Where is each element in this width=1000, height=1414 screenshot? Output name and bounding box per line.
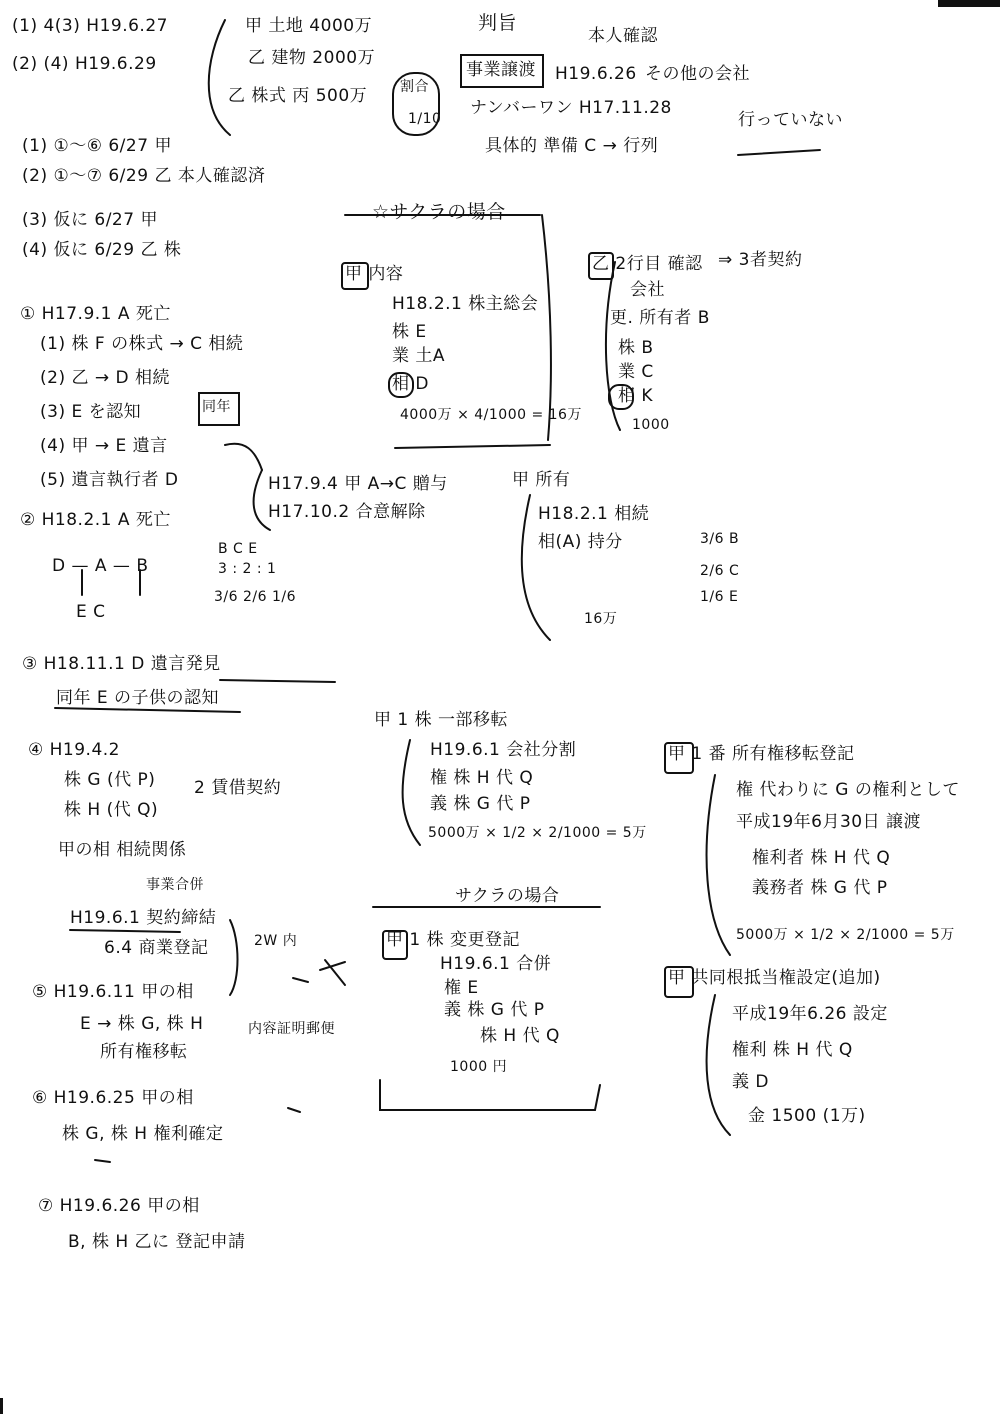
kou4-line-3: 平成19年6月30日 譲渡 (736, 812, 921, 832)
event-1d: (4) 甲 → E 遺言 (40, 436, 168, 456)
sakura2-line-4: 義 株 G 代 P (444, 1000, 545, 1020)
event-1c: (3) E を認知 (40, 402, 142, 422)
kou2-line-3: 相(A) 持分 (538, 532, 623, 552)
marker-circle-2 (608, 384, 634, 410)
event-6a: 株 G, 株 H 権利確定 (62, 1124, 224, 1144)
sakura-title-2: サクラの場合 (455, 886, 560, 906)
business-transfer-label: 事業譲渡 (466, 60, 536, 80)
sakura1-line-3: 株 E (392, 322, 427, 342)
sakura2-line-1: 甲 1 株 変更登記 (386, 930, 521, 950)
ratio-circle (392, 72, 440, 136)
kou3-line-5: 5000万 × 1/2 × 2/1000 = 5万 (428, 825, 647, 841)
ruling-specific: 具体的 準備 C → 行列 (485, 136, 659, 156)
event-5b: 内容証明郵便 (248, 1021, 335, 1037)
event-4c: 2 賃借契約 (194, 778, 282, 798)
kou4-line-1: 甲 1 番 所有権移転登記 (668, 744, 855, 764)
step-4: (4) 仮に 6/29 乙 株 (22, 240, 182, 260)
top-left-line-2: (2) (4) H19.6.29 (12, 54, 157, 74)
sakura2-line-2: H19.6.1 合併 (440, 954, 552, 974)
event-1b: (2) 乙 → D 相続 (40, 368, 171, 388)
event-1c-box: 同年 (202, 399, 231, 415)
kou5-line-4: 義 D (732, 1072, 769, 1092)
sakura2-line-5: 株 H 代 Q (480, 1026, 560, 1046)
kou2-line-6: 1/6 E (700, 589, 739, 605)
otsu-line-2: 会社 (630, 280, 665, 300)
event-4e: 事業合併 (146, 877, 204, 893)
sakura1-line-1: 甲 内容 (345, 264, 404, 284)
event-5c: 所有権移転 (100, 1042, 188, 1062)
kou4-line-2: 権 代わりに G の権利として (736, 780, 960, 800)
kou2-line-1: 甲 所有 (512, 470, 571, 490)
sakura-title-1: ☆サクラの場合 (372, 201, 506, 223)
kou5-line-5: 金 1500 (1万) (748, 1106, 866, 1126)
ruling-other-company: その他の会社 (645, 64, 750, 84)
sakura2-line-6: 1000 円 (450, 1059, 508, 1075)
event-1a: (1) 株 F の株式 → C 相続 (40, 334, 244, 354)
kou2-line-5: 2/6 C (700, 563, 740, 579)
marker-box-3 (382, 930, 408, 960)
top-left-line-1: (1) 4(3) H19.6.27 (12, 16, 168, 36)
otsu-arrow: ⇒ 3者契約 (718, 250, 803, 270)
ratio-fractions: 3/6 2/6 1/6 (214, 589, 296, 605)
event-3: ③ H18.11.1 D 遺言発見 (22, 654, 221, 674)
ruling-title: 判旨 (478, 12, 518, 34)
bottom-left-mark (0, 1398, 3, 1414)
step-1: (1) ①〜⑥ 6/27 甲 (22, 136, 172, 156)
event-4: ④ H19.4.2 (28, 740, 120, 760)
otsu-line-1: 乙 2行目 確認 (592, 254, 703, 274)
underline-e3b (220, 680, 335, 682)
kou3-line-2: H19.6.1 会社分割 (430, 740, 577, 760)
kou5-line-3: 権利 株 H 代 Q (732, 1040, 853, 1060)
share-stock: 乙 株式 丙 500万 (228, 86, 368, 106)
event-7: ⑦ H19.6.26 甲の相 (38, 1196, 200, 1216)
ruling-number-one: ナンバーワン H17.11.28 (470, 98, 672, 118)
event-1: ① H17.9.1 A 死亡 (20, 304, 171, 324)
kou3-line-4: 義 株 G 代 P (430, 794, 531, 814)
otsu-line-5: 業 C (618, 362, 654, 382)
event-4b: 株 H (代 Q) (64, 800, 159, 820)
otsu-line-4: 株 B (618, 338, 654, 358)
kou3-line-1: 甲 1 株 一部移転 (374, 710, 509, 730)
kou2-line-7: 16万 (584, 611, 618, 627)
marker-circle (388, 372, 414, 398)
kou5-line-2: 平成19年6.26 設定 (732, 1004, 888, 1024)
marker-box-2 (588, 252, 614, 280)
otsu-line-3: 更. 所有者 B (610, 308, 710, 328)
event-4d: 甲の相 相続関係 (58, 840, 187, 860)
event-4h: 2W 内 (254, 933, 298, 949)
event-1e: (5) 遺言執行者 D (40, 470, 179, 490)
marker-box-5 (664, 966, 694, 998)
event-4f: H19.6.1 契約締結 (70, 908, 217, 928)
otsu-line-7: 1000 (632, 417, 670, 433)
sakura1-line-2: H18.2.1 株主総会 (392, 294, 539, 314)
event-5: ⑤ H19.6.11 甲の相 (32, 982, 194, 1002)
mid-note-1: H17.9.4 甲 A→C 贈与 (268, 474, 448, 494)
event-5a: E → 株 G, 株 H (80, 1014, 204, 1034)
ruling-identity-check: 本人確認 (588, 26, 658, 46)
kou2-line-4: 3/6 B (700, 531, 740, 547)
otsu-line-6: 相 K (618, 386, 654, 406)
share-land: 甲 土地 4000万 (245, 16, 373, 36)
ruling-date: H19.6.26 (555, 64, 637, 84)
event-6: ⑥ H19.6.25 甲の相 (32, 1088, 194, 1108)
mid-note-2: H17.10.2 合意解除 (268, 502, 426, 522)
sakura1-line-5: 相 D (392, 374, 429, 394)
step-2: (2) ①〜⑦ 6/29 乙 本人確認済 (22, 166, 266, 186)
sakura1-line-4: 業 土A (392, 346, 446, 366)
ratio-value: 1/10 (408, 111, 442, 127)
event-7a: B, 株 H 乙に 登記申請 (68, 1232, 246, 1252)
event-4a: 株 G (代 P) (64, 770, 156, 790)
marker-box-4 (664, 742, 694, 774)
kou4-line-5: 義務者 株 G 代 P (752, 878, 888, 898)
kou3-line-3: 権 株 H 代 Q (430, 768, 534, 788)
family-tree-top: D — A — B (52, 556, 149, 576)
kou4-line-4: 権利者 株 H 代 Q (752, 848, 891, 868)
kou5-line-1: 甲 共同根抵当権設定(追加) (668, 968, 881, 988)
event-4g: 6.4 商業登記 (104, 938, 209, 958)
ratio-numbers: 3 : 2 : 1 (218, 561, 277, 577)
ruling-not-done: 行っていない (738, 110, 843, 130)
ratio-heirs: B C E (218, 541, 258, 557)
ratio-label: 割合 (400, 79, 429, 95)
share-building: 乙 建物 2000万 (248, 48, 376, 68)
family-tree-bottom: E C (76, 602, 106, 622)
kou4-line-6: 5000万 × 1/2 × 2/1000 = 5万 (736, 927, 955, 943)
sakura1-line-6: 4000万 × 4/1000 = 16万 (400, 407, 582, 423)
sakura2-line-3: 権 E (444, 978, 479, 998)
event-3b: 同年 E の子供の認知 (56, 688, 220, 708)
step-3: (3) 仮に 6/27 甲 (22, 210, 158, 230)
event-2: ② H18.2.1 A 死亡 (20, 510, 171, 530)
kou2-line-2: H18.2.1 相続 (538, 504, 650, 524)
marker-box (341, 262, 369, 290)
